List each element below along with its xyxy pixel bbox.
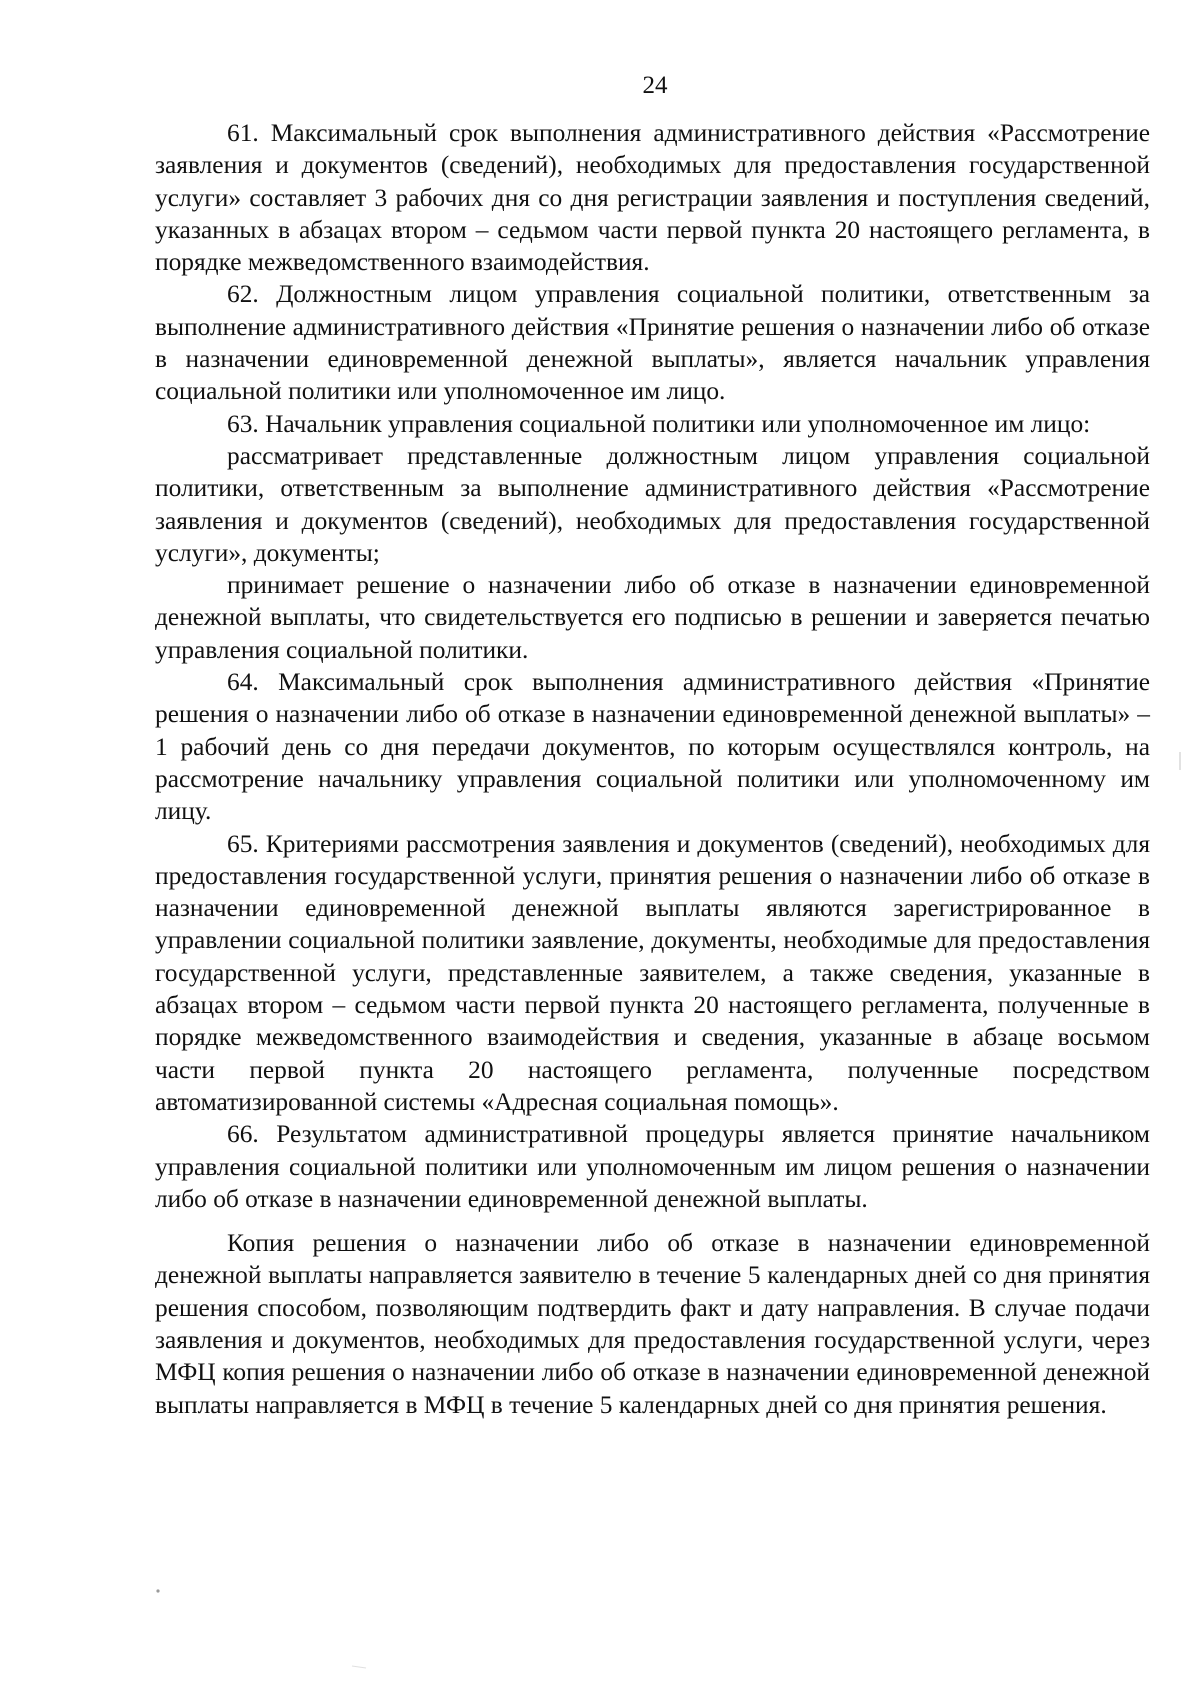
scan-dot-left: [156, 1589, 159, 1592]
paragraph-63: 63. Начальник управления социальной политики или уполномоченное им лицо:: [227, 409, 1091, 438]
paragraph-66-copy-note: Копия решения о назначении либо об отказе в назначении единовременной денежной выплаты направляется заявителю в течение 5 календарных дней со дня принятия решения способом, позволяющим подтвердить факт и дату направления. В случае подачи заявления и документов, необходимых для предоставления государственной услуги, через МФЦ копия решения о назначении либо об отказе в назначении единовременной денежной выплаты направляется в МФЦ в течение 5 календарных дней со дня принятия решения.: [155, 1229, 1150, 1419]
scan-mark-bottom: [352, 1666, 366, 1668]
page-number: 24: [642, 72, 668, 99]
paragraph-64: 64. Максимальный срок выполнения административного действия «Принятие решения о назначении либо об отказе в назначении единовременной денежной выплаты» – 1 рабочий день со дня передачи документов, по которым осуществлялся контроль, на рассмотрение начальнику управления социальной политики или уполномоченному им лицу.: [155, 668, 1150, 826]
paragraph-63-item-2: принимает решение о назначении либо об отказе в назначении единовременной денежной выплаты, что свидетельствуется его подписью в решении и заверяется печатью управления социальной политики.: [155, 571, 1150, 664]
document-body: [155, 117, 1150, 1421]
paragraph-61: 61. Максимальный срок выполнения административного действия «Рассмотрение заявления и документов (сведений), необходимых для предоставления государственной услуги» составляет 3 рабочих дня со дня регистрации заявления и поступления сведений, указанных в абзацах втором – седьмом части первой пункта 20 настоящего регламента, в порядке межведомственного взаимодействия.: [155, 119, 1150, 277]
paragraph-65: 65. Критериями рассмотрения заявления и документов (сведений), необходимых для предоставления государственной услуги, принятия решения о назначении либо об отказе в назначении единовременной денежной выплаты являются зарегистрированное в управлении социальной политики заявление, документы, необходимые для предоставления государственной услуги, представленные заявителем, а также сведения, указанные в абзацах втором – седьмом части первой пункта 20 настоящего регламента, полученные в порядке межведомственного взаимодействия и сведения, указанные в абзаце восьмом части первой пункта 20 настоящего регламента, полученные посредством автоматизированной системы «Адресная социальная помощь».: [155, 829, 1150, 1116]
paragraph-62: 62. Должностным лицом управления социальной политики, ответственным за выполнение административного действия «Принятие решения о назначении либо об отказе в назначении единовременной денежной выплаты», является начальник управления социальной политики или уполномоченное им лицо.: [155, 280, 1150, 406]
paragraph-63-item-1: рассматривает представленные должностным лицом управления социальной политики, ответственным за выполнение административного действия «Рассмотрение заявления и документов (сведений), необходимых для предоставления государственной услуги», документы;: [155, 441, 1150, 567]
paragraph-66: 66. Результатом административной процедуры является принятие начальником управления социальной политики или уполномоченным им лицом решения о назначении либо об отказе в назначении единовременной денежной выплаты.: [155, 1120, 1150, 1213]
